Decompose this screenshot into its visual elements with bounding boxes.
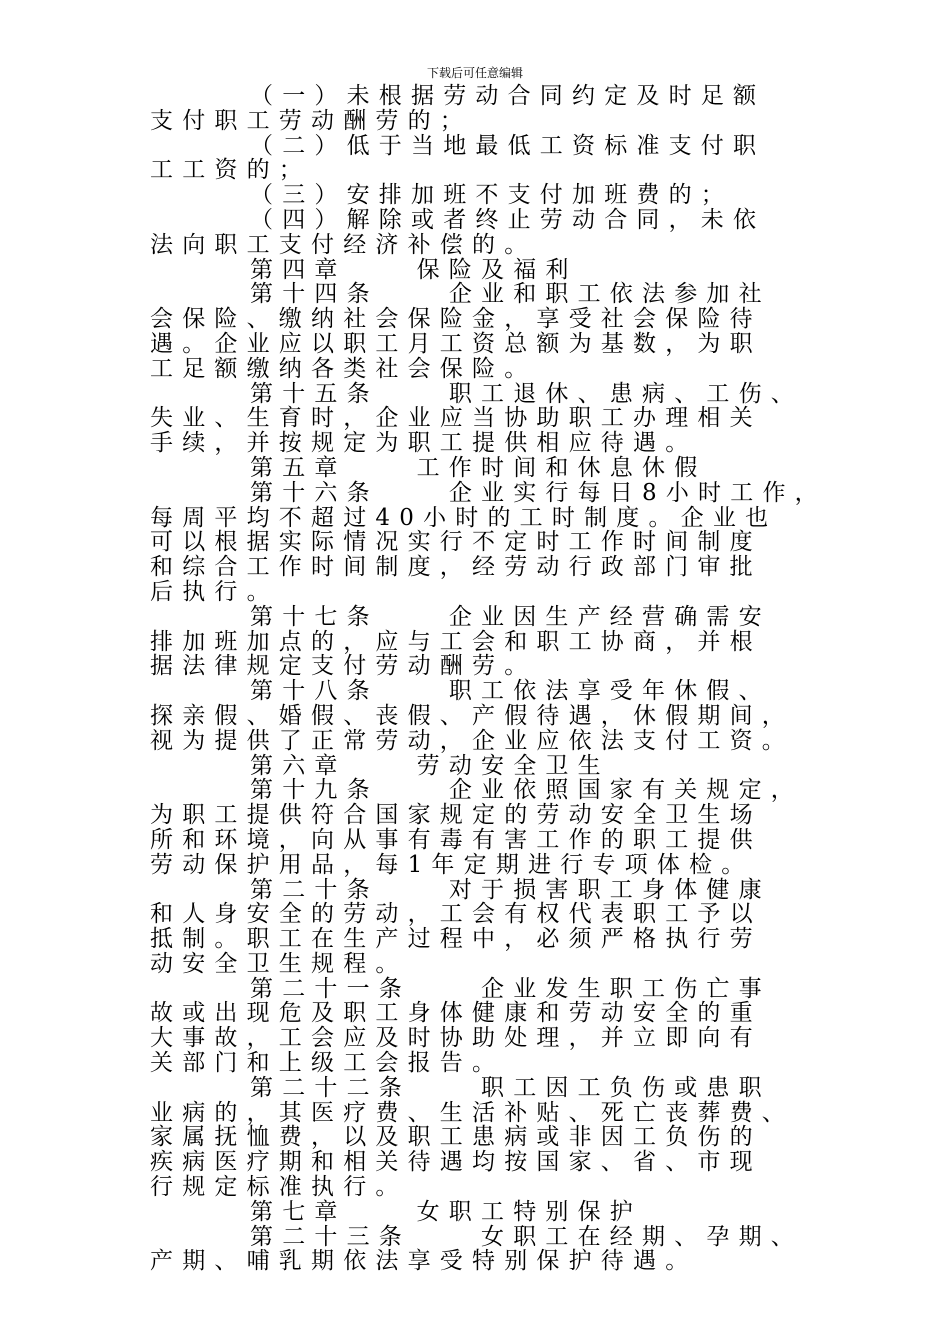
text-line	[150, 1101, 830, 1126]
text-line	[150, 679, 830, 704]
text-line	[150, 729, 830, 754]
line-text: 可以根据实际情况实行不定时工作时间制度	[150, 529, 762, 556]
line-text: （三）安排加班不支付加班费的；	[250, 182, 733, 209]
text-line	[150, 1125, 830, 1150]
text-line	[150, 1051, 830, 1076]
text-line	[150, 977, 830, 1002]
text-line	[150, 258, 830, 283]
text-line	[150, 307, 830, 332]
text-line	[150, 431, 830, 456]
line-text: 关部门和上级工会报告。	[150, 1050, 505, 1077]
line-text: 支付职工劳动酬劳的；	[150, 107, 472, 134]
text-line	[150, 555, 830, 580]
line-text: 动安全卫生规程。	[150, 950, 408, 977]
text-line	[150, 828, 830, 853]
section-label: 第十五条	[250, 380, 379, 407]
text-line	[150, 357, 830, 382]
text-line	[150, 382, 830, 407]
text-line	[150, 1175, 830, 1200]
text-line	[150, 630, 830, 655]
line-text: 大事故，工会应及时协助处理，并立即向有	[150, 1025, 762, 1052]
text-line	[150, 1001, 830, 1026]
section-label: 第五章	[250, 454, 347, 481]
text-line	[150, 1200, 830, 1225]
text-line	[150, 778, 830, 803]
line-text: 会保险、缴纳社会保险金，享受社会保险待	[150, 306, 762, 333]
text-line	[150, 853, 830, 878]
line-text: （一）未根据劳动合同约定及时足额	[250, 83, 766, 109]
page-header: 下载后可任意编辑	[426, 66, 523, 80]
section-label: 第二十条	[250, 876, 379, 903]
text-line	[150, 1076, 830, 1101]
section-text: 企业实行每日8小时工作，	[448, 479, 827, 506]
text-line	[150, 952, 830, 977]
text-line	[150, 332, 830, 357]
line-text: 每周平均不超过40小时的工时制度。企业也	[150, 504, 778, 531]
text-line	[150, 803, 830, 828]
section-label: 第六章	[250, 752, 347, 779]
section-label: 第十九条	[250, 777, 379, 804]
line-text: （四）解除或者终止劳动合同，未依	[250, 206, 766, 233]
text-line	[150, 456, 830, 481]
line-text: 失业、生育时，企业应当协助职工办理相关	[150, 405, 762, 432]
line-text: 视为提供了正常劳动，企业应依法支付工资。	[150, 727, 794, 754]
line-text: 所和环境，向从事有毒有害工作的职工提供	[150, 826, 762, 853]
section-label: 第四章	[250, 256, 347, 283]
line-text: 手续，并按规定为职工提供相应待遇。	[150, 430, 698, 457]
line-text: 为职工提供符合国家规定的劳动安全卫生场	[150, 802, 762, 829]
text-line	[150, 927, 830, 952]
section-text: 劳动安全卫生	[416, 752, 610, 779]
line-text: 和综合工作时间制度，经劳动行政部门审批	[150, 554, 762, 581]
document-body	[150, 84, 830, 1274]
section-text: 对于损害职工身体健康	[448, 876, 771, 903]
line-text: 后执行。	[150, 578, 279, 605]
text-line	[150, 878, 830, 903]
line-text: 行规定标准执行。	[150, 1174, 408, 1201]
section-text: 职工因工负伤或患职	[481, 1074, 771, 1101]
text-line	[150, 1026, 830, 1051]
text-line	[150, 158, 830, 183]
section-text: 工作时间和休息休假	[416, 454, 707, 481]
text-line	[150, 134, 830, 159]
text-line	[150, 481, 830, 506]
section-label: 第十六条	[250, 479, 379, 506]
text-line	[150, 1249, 830, 1274]
line-text: 和人身安全的劳动，工会有权代表职工予以	[150, 901, 762, 928]
section-text: 女职工在经期、孕期、	[481, 1223, 803, 1250]
section-text: 职工退休、患病、工伤、	[448, 380, 804, 407]
section-text: 企业依照国家有关规定，	[448, 777, 804, 804]
line-text: 疾病医疗期和相关待遇均按国家、省、市现	[150, 1149, 762, 1176]
text-line	[150, 654, 830, 679]
line-text: 排加班加点的，应与工会和职工协商，并根	[150, 628, 762, 655]
text-line	[150, 605, 830, 630]
section-text: 保险及福利	[416, 256, 578, 283]
line-text: 法向职工支付经济补偿的。	[150, 231, 537, 258]
section-label: 第二十一条	[250, 975, 411, 1002]
section-label: 第十七条	[250, 603, 379, 630]
line-text: （二）低于当地最低工资标准支付职	[250, 132, 766, 159]
line-text: 故或出现危及职工身体健康和劳动安全的重	[150, 1000, 762, 1027]
text-line	[150, 1150, 830, 1175]
line-text: 劳动保护用品，每1年定期进行专项体检。	[150, 851, 754, 878]
line-text: 工足额缴纳各类社会保险。	[150, 355, 537, 382]
text-line	[150, 208, 830, 233]
line-text: 抵制。职工在生产过程中，必须严格执行劳	[150, 926, 762, 953]
section-text: 企业发生职工伤亡事	[481, 975, 771, 1002]
text-line	[150, 282, 830, 307]
line-text: 据法律规定支付劳动酬劳。	[150, 653, 537, 680]
text-line	[150, 84, 830, 109]
text-line	[150, 233, 830, 258]
text-line	[150, 183, 830, 208]
text-line	[150, 754, 830, 779]
text-line	[150, 530, 830, 555]
text-line	[150, 406, 830, 431]
section-text: 企业和职工依法参加社	[448, 281, 771, 308]
line-text: 探亲假、婚假、丧假、产假待遇，休假期间，	[150, 702, 794, 729]
text-line	[150, 109, 830, 134]
section-text: 企业因生产经营确需安	[448, 603, 771, 630]
line-text: 产期、哺乳期依法享受特别保护待遇。	[150, 1248, 698, 1275]
line-text: 工工资的；	[150, 157, 311, 184]
section-text: 职工依法享受年休假、	[448, 678, 771, 705]
text-line	[150, 506, 830, 531]
section-label: 第七章	[250, 1198, 347, 1225]
text-line	[150, 902, 830, 927]
line-text: 业病的，其医疗费、生活补贴、死亡丧葬费、	[150, 1099, 794, 1126]
text-line	[150, 580, 830, 605]
line-text: 家属抚恤费，以及职工患病或非因工负伤的	[150, 1124, 762, 1151]
text-line	[150, 704, 830, 729]
section-label: 第二十二条	[250, 1074, 411, 1101]
section-text: 女职工特别保护	[416, 1198, 643, 1225]
section-label: 第二十三条	[250, 1223, 411, 1250]
line-text: 遇。企业应以职工月工资总额为基数，为职	[150, 330, 762, 357]
section-label: 第十四条	[250, 281, 379, 308]
section-label: 第十八条	[250, 678, 379, 705]
text-line	[150, 1225, 830, 1250]
